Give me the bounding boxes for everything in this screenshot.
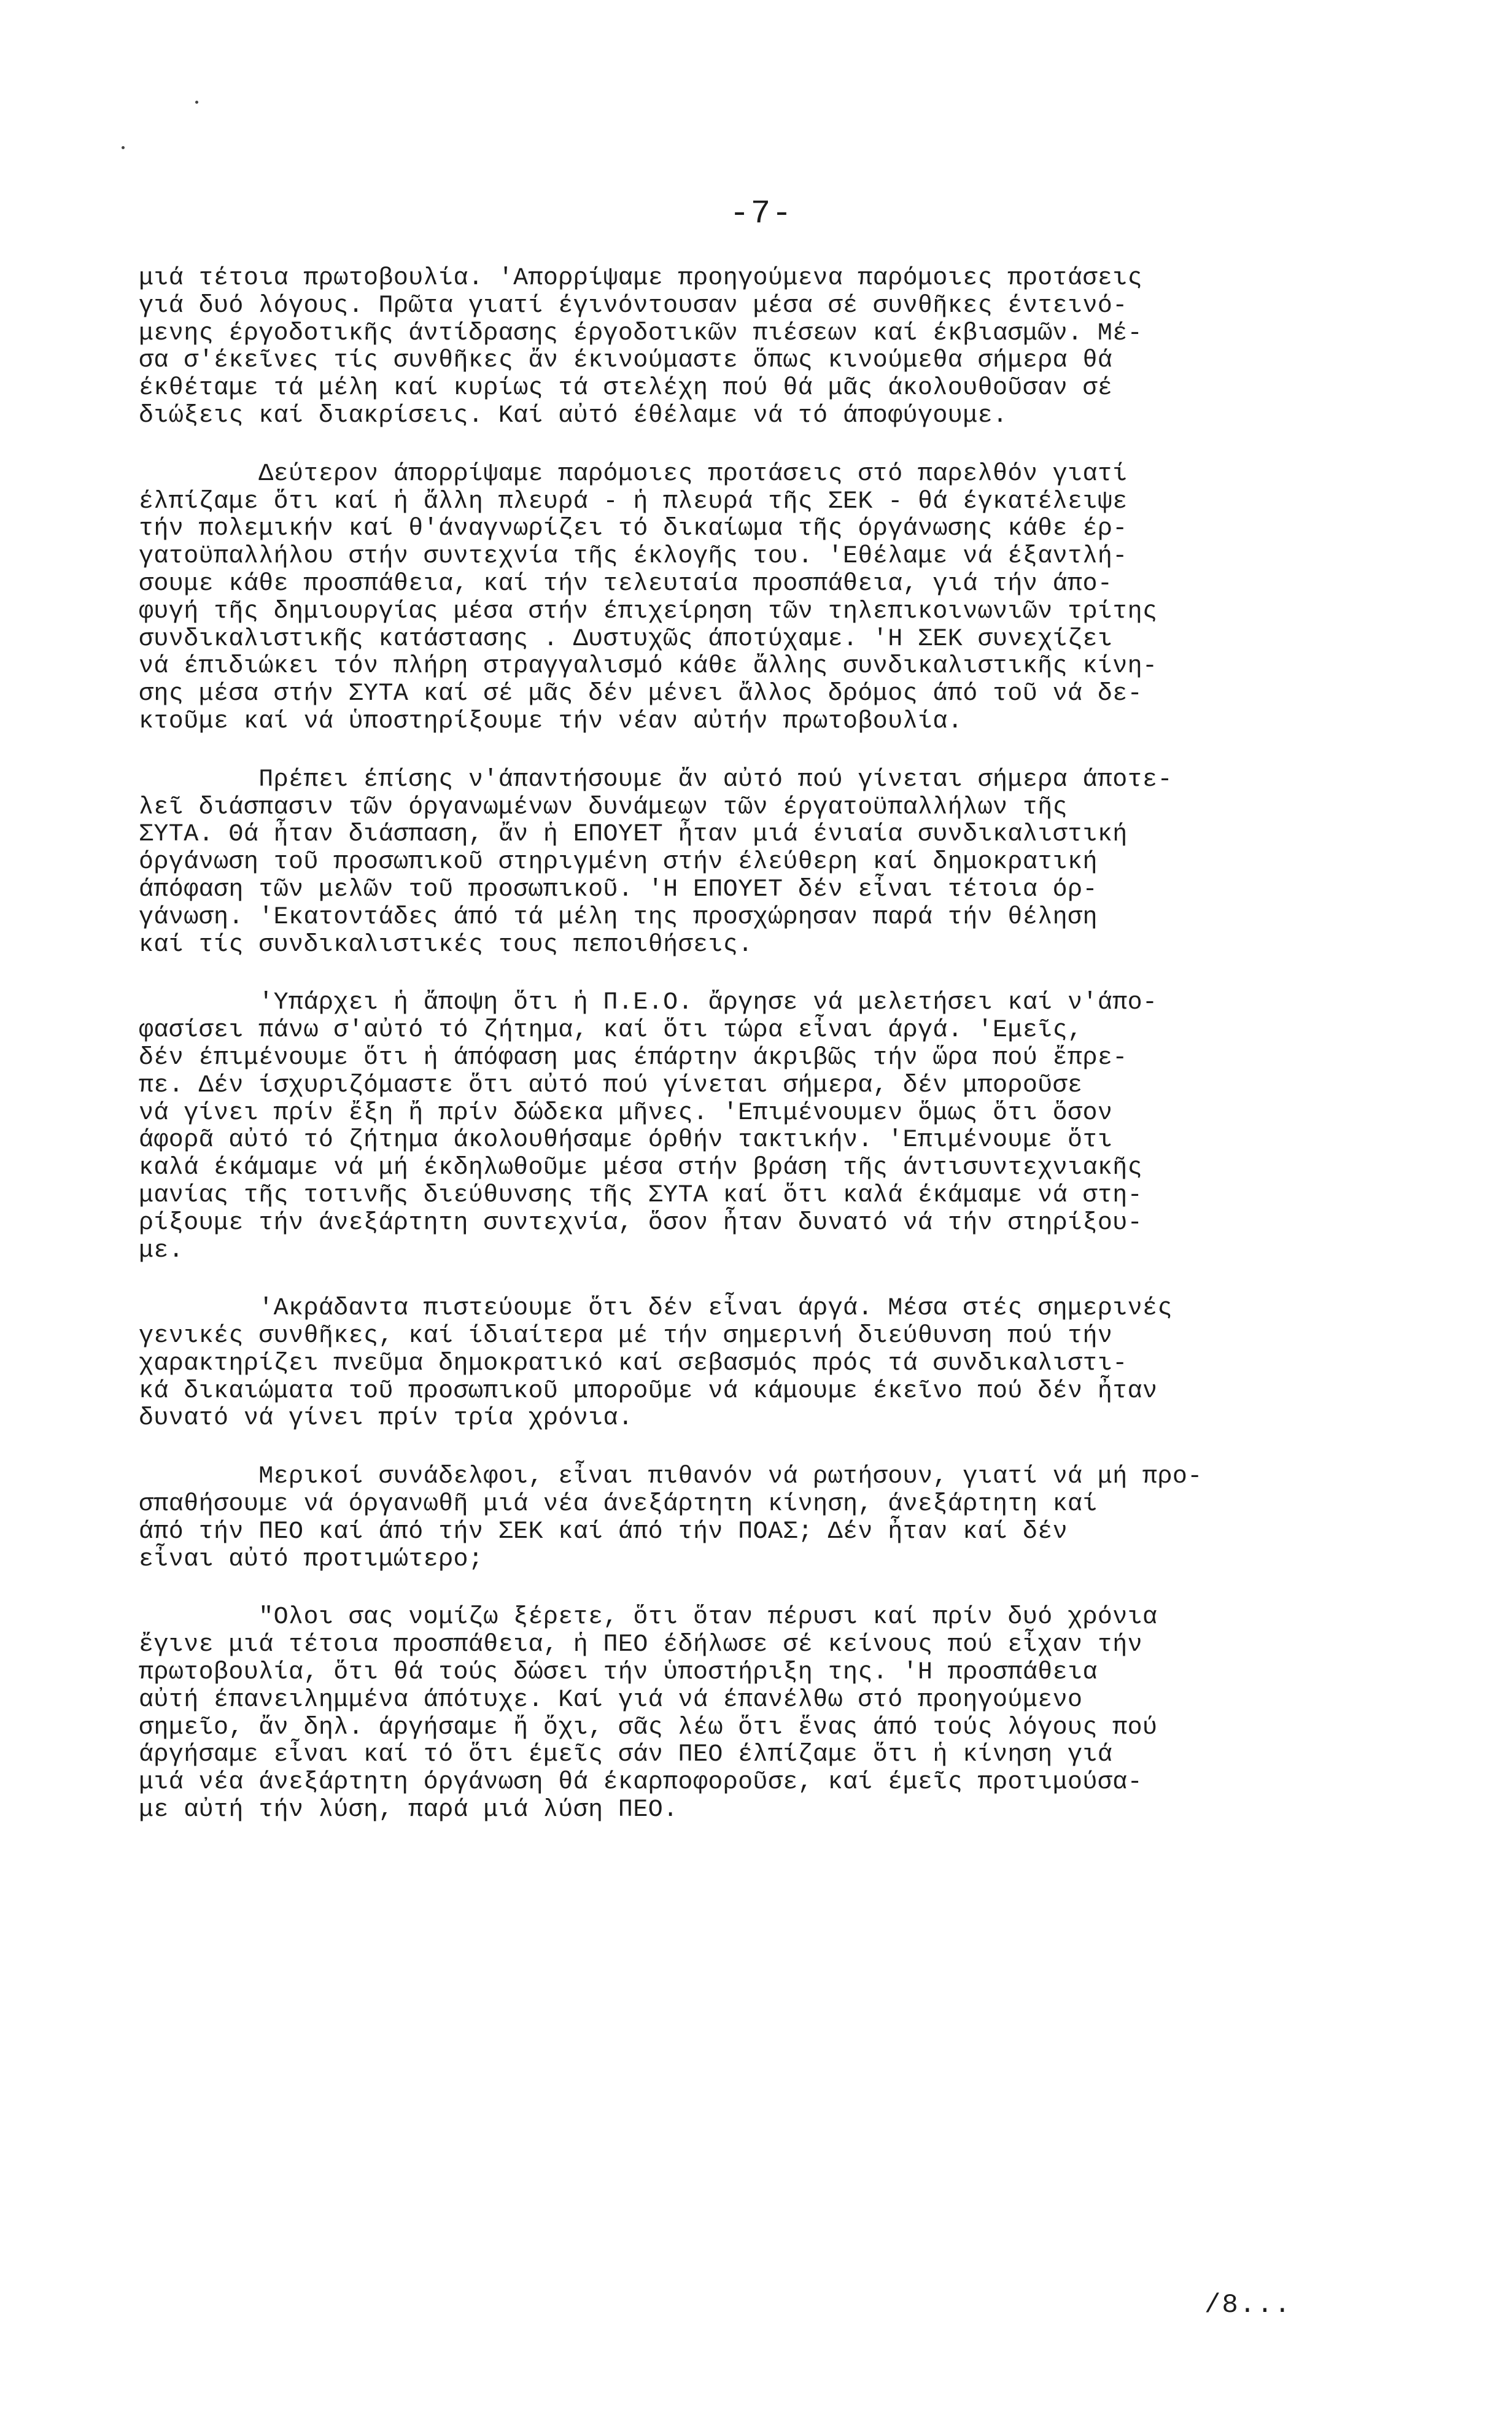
text-line: καί τίς συνδικαλιστικές τους πεποιθήσεις. [139, 931, 753, 959]
text-line: δέν έπιμένουμε ὅτι ἡ άπόφαση μας έπάρτην άκριβῶς τήν ὥρα πού ἔπρε- [139, 1044, 1128, 1072]
text-line: κά δικαιώματα τοῦ προσωπικοῦ μποροῦμε νά κάμουμε έκεῖνο πού δέν ἦταν [139, 1377, 1158, 1405]
text-line: ἔγινε μιά τέτοια προσπάθεια, ἡ ΠΕΟ έδήλωσε σέ κείνους πού εἶχαν τήν [139, 1631, 1143, 1659]
continuation-marker: /8... [1204, 2290, 1292, 2321]
text-line: Πρέπει έπίσης ν'άπαντήσουμε ἄν αὐτό πού γίνεται σήμερα άποτε- [139, 766, 1173, 794]
paragraph [139, 1464, 1391, 1573]
text-line: γενικές συνθῆκες, καί ίδιαίτερα μέ τήν σημερινή διεύθυνση πού τήν [139, 1322, 1113, 1351]
text-line: νά έπιδιώκει τόν πλήρη στραγγαλισμό κάθε ἄλλης συνδικαλιστικῆς κίνη- [139, 653, 1158, 681]
text-line: Μερικοί συνάδελφοι, εἶναι πιθανόν νά ρωτήσουν, γιατί νά μή προ- [139, 1463, 1203, 1491]
text-line: σης μέσα στήν ΣΥΤΑ καί σέ μᾶς δέν μένει ἄλλος δρόμος άπό τοῦ νά δε- [139, 680, 1143, 708]
text-line: γατοϋπαλλήλου στήν συντεχνία τῆς έκλογῆς του. 'Εθέλαμε νά έξαντλή- [139, 543, 1128, 571]
text-line: με. [139, 1236, 184, 1265]
text-line: αὐτή έπανειλημμένα άπότυχε. Καί γιά νά έπανέλθω στό προηγούμενο [139, 1686, 1083, 1714]
text-line: Δεύτερον άπορρίψαμε παρόμοιες προτάσεις στό παρελθόν γιατί [139, 460, 1128, 488]
text-line: 'Υπάρχει ἡ ἄποψη ὅτι ἡ Π.Ε.Ο. ἄργησε νά μελετήσει καί ν'άπο- [139, 989, 1158, 1017]
scan-speck [122, 146, 125, 149]
text-line: μανίας τῆς τοτινῆς διεύθυνσης τῆς ΣΥΤΑ καί ὅτι καλά έκάμαμε νά στη- [139, 1181, 1143, 1209]
text-line: 'Ακράδαντα πιστεύουμε ὅτι δέν εἶναι άργά. Μέσα στές σημερινές [139, 1295, 1173, 1323]
text-line: όργάνωση τοῦ προσωπικοῦ στηριγμένη στήν έλεύθερη καί δημοκρατική [139, 848, 1098, 877]
text-line: μιά νέα άνεξάρτητη όργάνωση θά έκαρποφοροῦσε, καί έμεῖς προτιμούσα- [139, 1769, 1143, 1797]
document-body [139, 265, 1391, 1825]
text-line: σα σ'έκεῖνες τίς συνθῆκες ἄν έκινούμαστε ὅπως κινούμεθα σήμερα θά [139, 347, 1113, 375]
text-line: έκθέταμε τά μέλη καί κυρίως τά στελέχη πού θά μᾶς άκολουθοῦσαν σέ [139, 374, 1113, 403]
text-line: γάνωση. 'Εκατοντάδες άπό τά μέλη της προσχώρησαν παρά τήν θέληση [139, 903, 1098, 931]
paragraph [139, 265, 1391, 430]
text-line: άπό τήν ΠΕΟ καί άπό τήν ΣΕΚ καί άπό τήν ΠΟΑΣ; Δέν ἦταν καί δέν [139, 1518, 1068, 1546]
text-line: άφορᾶ αὐτό τό ζήτημα άκολουθήσαμε όρθήν τακτικήν. 'Επιμένουμε ὅτι [139, 1127, 1113, 1155]
text-line: γιά δυό λόγους. Πρῶτα γιατί έγινόντουσαν μέσα σέ συνθῆκες έντεινό- [139, 292, 1128, 320]
text-line: εἶναι αὐτό προτιμώτερο; [139, 1545, 484, 1573]
text-line: ρίξουμε τήν άνεξάρτητη συντεχνία, ὅσον ἦταν δυνατό νά τήν στηρίξου- [139, 1209, 1143, 1237]
text-line: έλπίζαμε ὅτι καί ἡ ἄλλη πλευρά - ἡ πλευρά τῆς ΣΕΚ - θά έγκατέλειψε [139, 487, 1128, 516]
text-line: τήν πολεμικήν καί θ'άναγνωρίζει τό δικαίωμα τῆς όργάνωσης κάθε έρ- [139, 515, 1128, 543]
text-line: μενης έργοδοτικῆς άντίδρασης έργοδοτικῶν πιέσεων καί έκβιασμῶν. Μέ- [139, 319, 1143, 347]
text-line: σπαθήσουμε νά όργανωθῆ μιά νέα άνεξάρτητη κίνηση, άνεξάρτητη καί [139, 1491, 1098, 1519]
paragraph [139, 461, 1391, 736]
paragraph [139, 990, 1391, 1265]
page-number: -7- [729, 195, 793, 233]
text-line: "Ολοι σας νομίζω ξέρετε, ὅτι ὅταν πέρυσι καί πρίν δυό χρόνια [139, 1603, 1158, 1632]
text-line: μιά τέτοια πρωτοβουλία. 'Απορρίψαμε προηγούμενα παρόμοιες προτάσεις [139, 265, 1143, 292]
paragraph [139, 767, 1391, 960]
paragraph [139, 1295, 1391, 1433]
text-line: κτοῦμε καί νά ὑποστηρίξουμε τήν νέαν αὐτήν πρωτοβουλία. [139, 707, 963, 735]
text-line: σουμε κάθε προσπάθεια, καί τήν τελευταία προσπάθεια, γιά τήν άπο- [139, 570, 1113, 598]
paragraph [139, 1604, 1391, 1824]
text-line: νά γίνει πρίν ἔξη ἤ πρίν δώδεκα μῆνες. 'Επιμένουμεν ὅμως ὅτι ὅσον [139, 1099, 1113, 1127]
text-line: λεῖ διάσπασιν τῶν όργανωμένων δυνάμεων τῶν έργατοϋπαλλήλων τῆς [139, 793, 1068, 821]
text-line: με αὐτή τήν λύση, παρά μιά λύση ΠΕΟ. [139, 1796, 678, 1825]
text-line: άργήσαμε εἶναι καί τό ὅτι έμεῖς σάν ΠΕΟ έλπίζαμε ὅτι ἡ κίνηση γιά [139, 1741, 1113, 1769]
text-line: χαρακτηρίζει πνεῦμα δημοκρατικό καί σεβασμός πρός τά συνδικαλιστι- [139, 1349, 1128, 1378]
scan-speck [195, 101, 198, 104]
text-line: πρωτοβουλία, ὅτι θά τούς δώσει τήν ὑποστήριξη της. 'Η προσπάθεια [139, 1659, 1098, 1687]
text-line: φασίσει πάνω σ'αὐτό τό ζήτημα, καί ὅτι τώρα εἶναι άργά. 'Εμεῖς, [139, 1017, 1083, 1045]
text-line: συνδικαλιστικῆς κατάστασης . Δυστυχῶς άποτύχαμε. 'Η ΣΕΚ συνεχίζει [139, 625, 1113, 653]
text-line: διώξεις καί διακρίσεις. Καί αὐτό έθέλαμε νά τό άποφύγουμε. [139, 401, 1008, 430]
text-line: καλά έκάμαμε νά μή έκδηλωθοῦμε μέσα στήν βράση τῆς άντισυντεχνιακῆς [139, 1154, 1143, 1182]
text-line: πε. Δέν ίσχυριζόμαστε ὅτι αὐτό πού γίνεται σήμερα, δέν μποροῦσε [139, 1071, 1083, 1099]
text-line: σημεῖο, ἄν δηλ. άργήσαμε ἤ ὄχι, σᾶς λέω ὅτι ἕνας άπό τούς λόγους πού [139, 1713, 1158, 1742]
text-line: δυνατό νά γίνει πρίν τρία χρόνια. [139, 1405, 634, 1433]
text-line: ΣΥΤΑ. Θά ἦταν διάσπαση, ἄν ἡ ΕΠΟΥΕΤ ἦταν μιά ένιαία συνδικαλιστική [139, 821, 1128, 849]
text-line: φυγή τῆς δημιουργίας μέσα στήν έπιχείρηση τῶν τηλεπικοινωνιῶν τρίτης [139, 597, 1158, 626]
text-line: άπόφαση τῶν μελῶν τοῦ προσωπικοῦ. 'Η ΕΠΟΥΕΤ δέν εἶναι τέτοια όρ- [139, 875, 1098, 904]
